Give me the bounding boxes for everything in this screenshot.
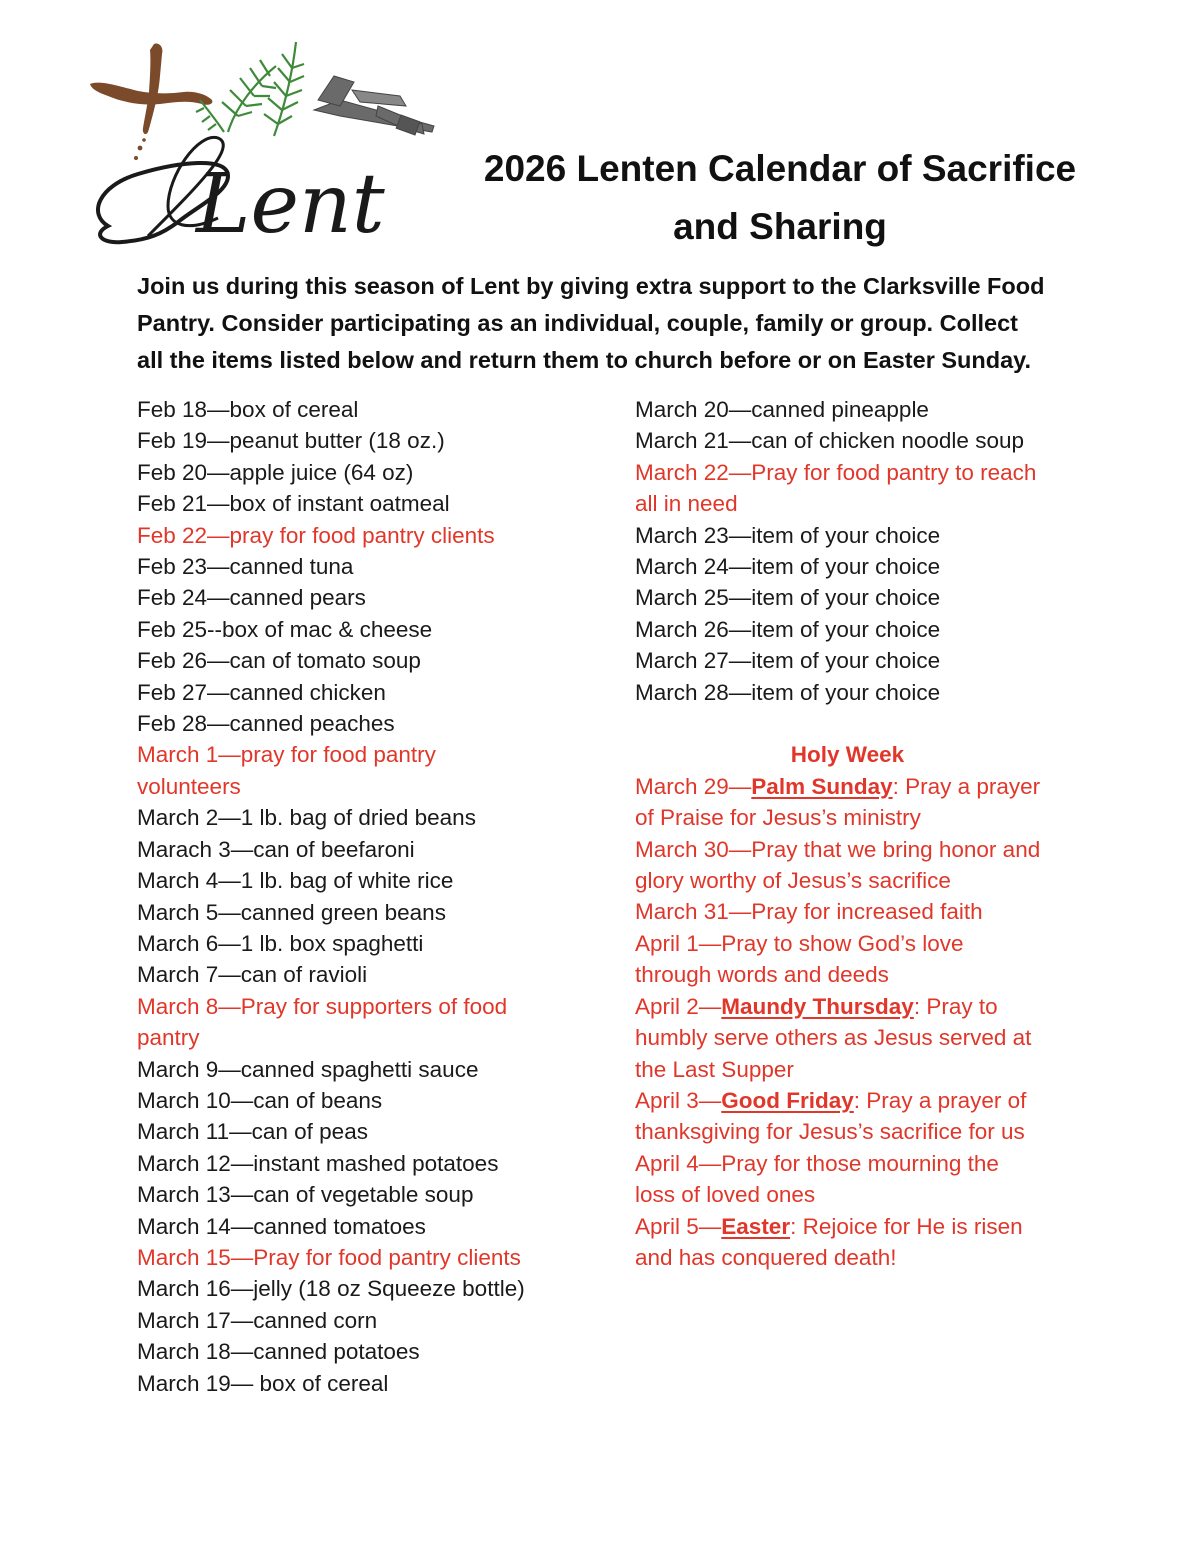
page-title [440,140,1120,256]
holy-week-entry-text: through words and deeds [635,962,889,988]
title-line-2: and Sharing [673,206,887,247]
holy-week-entry [635,1242,1085,1273]
left-calendar-column [137,394,577,1399]
holy-week-entry-text: : Pray a prayer [892,773,1041,799]
calendar-entry: March 2—1 lb. bag of dried beans [137,805,476,831]
calendar-entry: Feb 28—canned peaches [137,711,395,737]
holy-week-entry [635,834,1085,865]
holy-day-name: Easter [721,1213,791,1239]
calendar-entry: Feb 23—canned tuna [137,554,354,580]
holy-week-entry [635,1211,1085,1242]
lent-script [98,137,386,252]
calendar-entry: March 27—item of your choice [635,648,941,674]
calendar-entry: Feb 22—pray for food pantry clients [137,522,495,548]
holy-week-entry [635,896,1085,927]
pine-branch-icon [196,42,304,136]
holy-week-entry-text: March 29— [635,773,752,799]
holy-week-entry-text: April 3— [635,1087,722,1113]
intro-line: all the items listed below and return them to church before or on Easter Sunday. [137,347,1032,373]
holy-week-entry-text: thanksgiving for Jesus’s sacrifice for us [635,1119,1025,1145]
calendar-entry: March 13—can of vegetable soup [137,1182,474,1208]
calendar-entry: Feb 25--box of mac & cheese [137,616,433,642]
calendar-entry: March 25—item of your choice [635,585,941,611]
calendar-entry: March 20—canned pineapple [635,397,929,422]
holy-week-entry [635,1179,1085,1210]
calendar-entry: March 17—canned corn [137,1307,378,1333]
holy-day-name: Maundy Thursday [721,993,914,1019]
intro-paragraph [137,268,1097,379]
holy-day-name: Good Friday [721,1087,854,1113]
holy-week-entry [635,1054,1085,1085]
holy-week-entry-text: glory worthy of Jesus’s sacrifice [635,868,951,894]
calendar-entry: Feb 18—box of cereal [137,397,359,422]
calendar-entry: March 21—can of chicken noodle soup [635,428,1024,454]
intro-line: Pantry. Consider participating as an individual, couple, family or group. Collect [137,310,1018,336]
calendar-entry: Marach 3—can of beefaroni [137,836,415,862]
calendar-entry: March 18—canned potatoes [137,1339,420,1365]
holy-week-entry-text: loss of loved ones [635,1182,816,1208]
intro-line: Join us during this season of Lent by giving extra support to the Clarksville Food [137,273,1045,299]
calendar-entry: March 26—item of your choice [635,616,941,642]
calendar-entry: volunteers [137,773,241,799]
calendar-entry: all in need [635,491,738,517]
holy-week-entry-text: March 30—Pray that we bring honor and [635,836,1041,862]
calendar-entry: Feb 27—canned chicken [137,679,386,705]
spacer [635,708,1085,739]
holy-week-entry-text: humbly serve others as Jesus served at [635,1025,1032,1051]
calendar-entry: March 9—canned spaghetti sauce [137,1056,479,1082]
holy-week-entry-text: April 5— [635,1213,722,1239]
calendar-entry: March 1—pray for food pantry [137,742,436,768]
holy-week-entry-text: March 31—Pray for increased faith [635,899,983,925]
calendar-entry: March 15—Pray for food pantry clients [137,1244,521,1270]
calendar-entry: Feb 26—can of tomato soup [137,648,421,674]
holy-week-entry-text: April 4—Pray for those mourning the [635,1150,999,1176]
calendar-entry: March 22—Pray for food pantry to reach [635,459,1037,485]
right-item-list [635,394,1085,708]
lent-script-text: Lent [196,157,385,252]
calendar-entry: March 28—item of your choice [635,679,941,705]
holy-week-entry [635,865,1085,896]
holy-week-entry-text: : Pray a prayer of [853,1087,1027,1113]
holy-week-entry [635,1022,1085,1053]
calendar-entry: pantry [137,1025,200,1051]
holy-week-entry [635,1148,1085,1179]
calendar-entry: Feb 19—peanut butter (18 oz.) [137,428,445,454]
holy-week-entry [635,1116,1085,1147]
calendar-entry: March 11—can of peas [137,1119,368,1145]
calendar-entry: March 7—can of ravioli [137,962,368,988]
lent-logo [78,36,438,256]
holy-week-entry-text: : Rejoice for He is risen [790,1213,1023,1239]
calendar-entry: March 4—1 lb. bag of white rice [137,868,454,894]
holy-week-entry-text: and has conquered death! [635,1244,897,1270]
holy-week-entry-text: : Pray to [913,993,998,1019]
right-calendar-column [635,394,1085,1273]
holy-week-entry [635,991,1085,1022]
holy-week-entry [635,802,1085,833]
title-line-1: 2026 Lenten Calendar of Sacrifice [483,148,1077,189]
calendar-entry: March 10—can of beans [137,1087,383,1113]
nails-icon [314,76,434,135]
calendar-entry: March 14—canned tomatoes [137,1213,426,1239]
holy-week-entry-text: the Last Supper [635,1056,794,1082]
holy-week-entry-text: April 2— [635,993,722,1019]
calendar-entry: March 5—canned green beans [137,899,446,925]
holy-week-entry [635,771,1085,802]
calendar-entry: March 19— box of cereal [137,1370,389,1396]
calendar-entry: Feb 20—apple juice (64 oz) [137,459,414,485]
holy-week-list [635,771,1085,1274]
holy-week-entry [635,959,1085,990]
calendar-entry: March 6—1 lb. box spaghetti [137,930,424,956]
holy-week-heading: Holy Week [790,742,905,768]
holy-week-entry-text: of Praise for Jesus’s ministry [635,805,921,831]
calendar-entry: March 12—instant mashed potatoes [137,1150,499,1176]
holy-week-entry [635,928,1085,959]
calendar-entry: Feb 24—canned pears [137,585,366,611]
calendar-entry: March 23—item of your choice [635,522,941,548]
calendar-entry: March 8—Pray for supporters of food [137,993,508,1019]
holy-week-entry-text: April 1—Pray to show God’s love [635,930,964,956]
holy-week-entry [635,1085,1085,1116]
lent-logo-graphic [78,36,438,256]
holy-day-name: Palm Sunday [751,773,893,799]
calendar-entry: Feb 21—box of instant oatmeal [137,491,450,517]
calendar-entry: March 16—jelly (18 oz Squeeze bottle) [137,1276,525,1302]
calendar-entry: March 24—item of your choice [635,554,941,580]
cross-icon [90,43,212,160]
